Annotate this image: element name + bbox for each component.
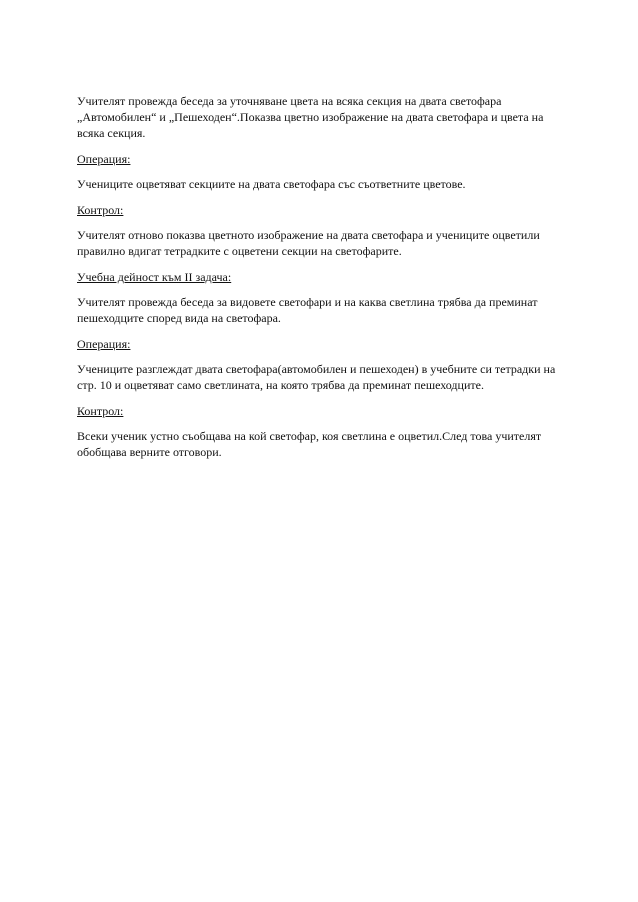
paragraph-control-2 [77, 428, 561, 460]
text-line: Всеки ученик устно съобщава на кой светофар, коя светлина е оцветил.След това учителят [77, 429, 542, 443]
text-line: обобщава верните отговори. [77, 445, 222, 459]
text-line: пешеходците според вида на светофара. [77, 311, 281, 325]
document-page [77, 93, 561, 470]
heading-operation-1: Операция: [77, 152, 131, 166]
text-line: Учениците разглеждат двата светофара(автомобилен и пешеходен) в учебните си тетрадки на [77, 362, 556, 376]
paragraph-task-2 [77, 294, 561, 326]
text-line: Учителят провежда беседа за уточняване цвета на всяка секция на двата светофара [77, 94, 502, 108]
heading-control-2: Контрол: [77, 404, 124, 418]
text-line: Учениците оцветяват секциите на двата светофара със съответните цветове. [77, 177, 466, 191]
text-line: стр. 10 и оцветяват само светлината, на която трябва да преминат пешеходците. [77, 378, 484, 392]
heading-operation-2: Операция: [77, 337, 131, 351]
paragraph-intro [77, 93, 561, 141]
text-line: правилно вдигат тетрадките с оцветени секции на светофарите. [77, 244, 402, 258]
paragraph-control-1 [77, 227, 561, 259]
text-line: Учителят провежда беседа за видовете светофари и на каква светлина трябва да преминат [77, 295, 538, 309]
paragraph-operation-2 [77, 361, 561, 393]
text-line: „Автомобилен“ и „Пешеходен“.Показва цветно изображение на двата светофара и цвета на [77, 110, 544, 124]
heading-control-1: Контрол: [77, 203, 124, 217]
text-line: Учителят отново показва цветното изображение на двата светофара и учениците оцветили [77, 228, 540, 242]
paragraph-operation-1 [77, 176, 561, 192]
text-line: всяка секция. [77, 126, 146, 140]
heading-task-2: Учебна дейност към II задача: [77, 270, 232, 284]
